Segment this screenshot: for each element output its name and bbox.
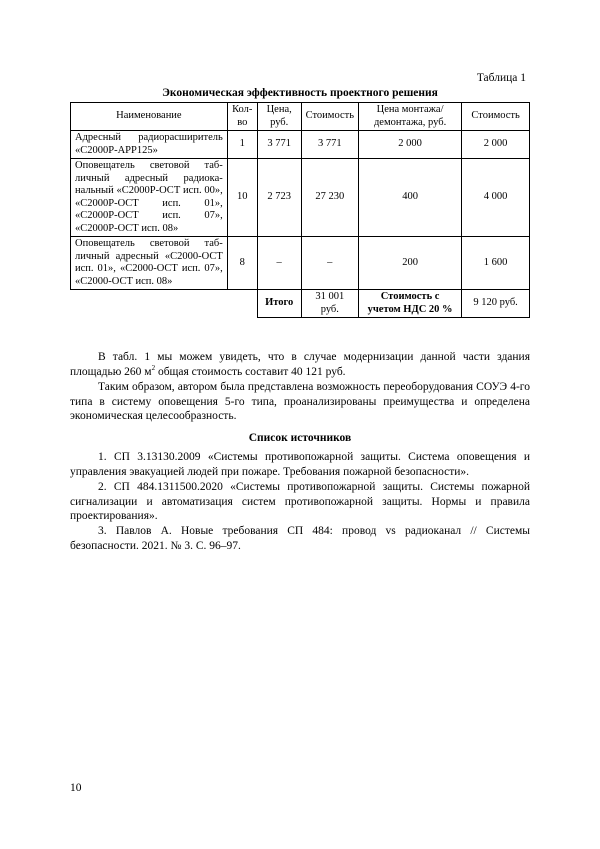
footer-vat-label: Стоимость с учетом НДС 20 % <box>359 290 462 318</box>
reference-item-2: 2. СП 484.1311500.2020 «Системы противопожарной защиты. Системы пожарной сигнализации и автоматизация систем противопожарной защиты. Нормы и правила проектирования». <box>70 481 530 522</box>
paragraph-1-text-b: общая стоимость составит 40 121 руб. <box>155 365 346 378</box>
superscript: 2 <box>151 363 156 372</box>
paragraph-2: Таким образом, автором была представлена возможность переоборудования СОУЭ 4-го типа в систему оповещения 5-го типа, проанализированы преимущества и определена экономическая целесообразность. <box>70 381 530 422</box>
cell-total: 1 600 <box>462 237 530 290</box>
cell-mount: 200 <box>359 237 462 290</box>
table-title: Экономическая эффективность проектного решения <box>162 87 438 99</box>
cell-mount: 2 000 <box>359 131 462 159</box>
cell-mount: 400 <box>359 159 462 237</box>
page-number: 10 <box>70 782 82 794</box>
cell-price: 2 723 <box>257 159 301 237</box>
footer-blank <box>71 290 258 318</box>
cell-total: 2 000 <box>462 131 530 159</box>
footer-sum: 31 001 руб. <box>301 290 358 318</box>
table-row <box>71 159 530 237</box>
cell-cost: 3 771 <box>301 131 358 159</box>
cell-price: – <box>257 237 301 290</box>
table-row <box>71 131 530 159</box>
table-header-row <box>71 103 530 131</box>
footer-label: Итого <box>257 290 301 318</box>
reference-item-3: 3. Павлов А. Новые требования СП 484: провод vs радиоканал // Системы безопасности. 2021. № 3. С. 96–97. <box>70 525 530 552</box>
cell-name: Оповещатель световой таб-личный адресный радиока-нальный «С2000Р-ОСТ исп. 00», «С2000Р-ОСТ исп. 01», «С2000Р-ОСТ исп. 07», «С2000Р-ОСТ исп. 08» <box>71 159 228 237</box>
table-row <box>71 237 530 290</box>
reference-item-1: 1. СП 3.13130.2009 «Системы противопожарной защиты. Система оповещения и управления эвакуацией людей при пожаре. Требования пожарной безопасности». <box>70 451 530 478</box>
header-mount: Цена монтажа/ демонтажа, руб. <box>359 103 462 131</box>
header-total: Стоимость <box>462 103 530 131</box>
header-price: Цена, руб. <box>257 103 301 131</box>
cell-name: Оповещатель световой таб-личный адресный «С2000-ОСТ исп. 01», «С2000-ОСТ исп. 07», «С2000-ОСТ исп. 08» <box>71 237 228 290</box>
references-heading: Список источников <box>248 432 352 444</box>
cell-qty: 1 <box>227 131 257 159</box>
cell-qty: 8 <box>227 237 257 290</box>
paragraph-1-text-a: В табл. 1 мы можем увидеть, что в случае модернизации данной части здания площадью 260 м <box>70 351 530 378</box>
cell-price: 3 771 <box>257 131 301 159</box>
cell-qty: 10 <box>227 159 257 237</box>
table-caption: Таблица 1 <box>476 72 526 84</box>
footer-vat-sum: 9 120 руб. <box>462 290 530 318</box>
header-name: Наименование <box>71 103 228 131</box>
header-qty: Кол-во <box>227 103 257 131</box>
cell-total: 4 000 <box>462 159 530 237</box>
cell-cost: 27 230 <box>301 159 358 237</box>
paragraph-1 <box>70 350 530 379</box>
cell-cost: – <box>301 237 358 290</box>
cell-name: Адресный радиорасширитель «С2000Р-АРР125» <box>71 131 228 159</box>
header-cost: Стоимость <box>301 103 358 131</box>
table-footer-row <box>71 290 530 318</box>
economic-table <box>70 102 530 318</box>
